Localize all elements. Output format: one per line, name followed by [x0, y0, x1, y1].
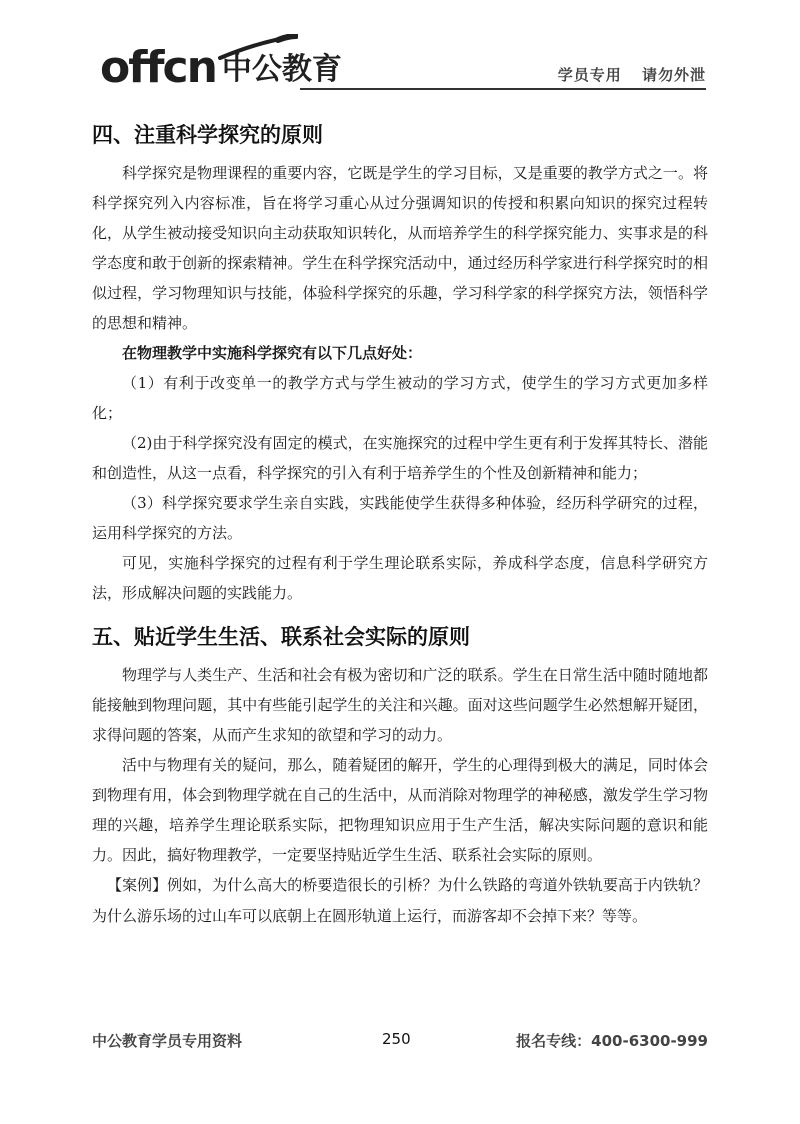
offcn-logo	[100, 40, 342, 93]
header-rule	[300, 88, 706, 90]
page-header	[0, 0, 800, 100]
section-5-paragraph-1: 物理学与人类生产、生活和社会有极为密切和广泛的联系。学生在日常生活中随时随地都能接触到物理问题，其中有些能引起学生的关注和兴趣。面对这些问题学生必然想解开疑团，求得问题的答案，从而产生求知的欲望和学习的动力。	[92, 666, 708, 744]
benefit-point-3: （3）科学探究要求学生亲自实践，实践能使学生获得多种体验，经历科学研究的过程，运用科学探究的方法。	[92, 494, 708, 542]
section-4-conclusion: 可见，实施科学探究的过程有利于学生理论联系实际，养成科学态度，信息科学研究方法，形成解决问题的实践能力。	[92, 554, 708, 602]
confidential-note	[544, 64, 706, 85]
logo-english-text: offcn	[100, 42, 216, 93]
note-students-only: 学员专用	[557, 66, 622, 84]
page-body	[92, 118, 708, 932]
benefit-point-2: （2)由于科学探究没有固定的模式，在实施探究的过程中学生更有利于发挥其特长、潜能和创造性，从这一点看，科学探究的引入有利于培养学生的个性及创新精神和能力；	[92, 434, 708, 482]
section-5-paragraph-2: 活中与物理有关的疑问，那么，随着疑团的解开，学生的心理得到极大的满足，同时体会到物理有用，体会到物理学就在自己的生活中，从而消除对物理学的神秘感，激发学生学习物理的兴趣，培养学生理论联系实际，把物理知识应用于生产生活，解决实际问题的意识和能力。因此，搞好物理教学，一定要坚持贴近学生生活、联系社会实际的原则。	[92, 756, 708, 864]
section-5-heading: 五、贴近学生生活、联系社会实际的原则	[92, 625, 470, 649]
section-4-heading: 四、注重科学探究的原则	[92, 123, 323, 147]
page-number: 250	[382, 1030, 411, 1048]
footer-material-label: 中公教育学员专用资料	[92, 1032, 243, 1050]
logo-chinese-text: 中公教育	[221, 52, 342, 87]
page-footer	[92, 1030, 708, 1054]
section-4-paragraph-1: 科学探究是物理课程的重要内容，它既是学生的学习目标，又是重要的教学方式之一。将科学探究列入内容标准，旨在将学习重心从过分强调知识的传授和积累向知识的探究过程转化，从学生被动接受知识向主动获取知识转化，从而培养学生的科学探究能力、实事求是的科学态度和敢于创新的探索精神。学生在科学探究活动中，通过经历科学家进行科学探究时的相似过程，学习物理知识与技能，体验科学探究的乐趣，学习科学家的科学探究方法，领悟科学的思想和精神。	[92, 164, 708, 332]
benefit-point-1: （1）有利于改变单一的教学方式与学生被动的学习方式，使学生的学习方式更加多样化；	[92, 374, 708, 422]
case-example: 【案例】例如，为什么高大的桥要造很长的引桥？为什么铁路的弯道外铁轨要高于内铁轨？为什么游乐场的过山车可以底朝上在圆形轨道上运行，而游客却不会掉下来？等等。	[92, 876, 708, 925]
registration-hotline: 报名专线：400-6300-999	[516, 1032, 708, 1050]
section-4-subheading: 在物理教学中实施科学探究有以下几点好处：	[122, 344, 423, 362]
note-do-not-leak: 请勿外泄	[641, 66, 706, 84]
logo-swoosh-icon	[218, 34, 298, 64]
